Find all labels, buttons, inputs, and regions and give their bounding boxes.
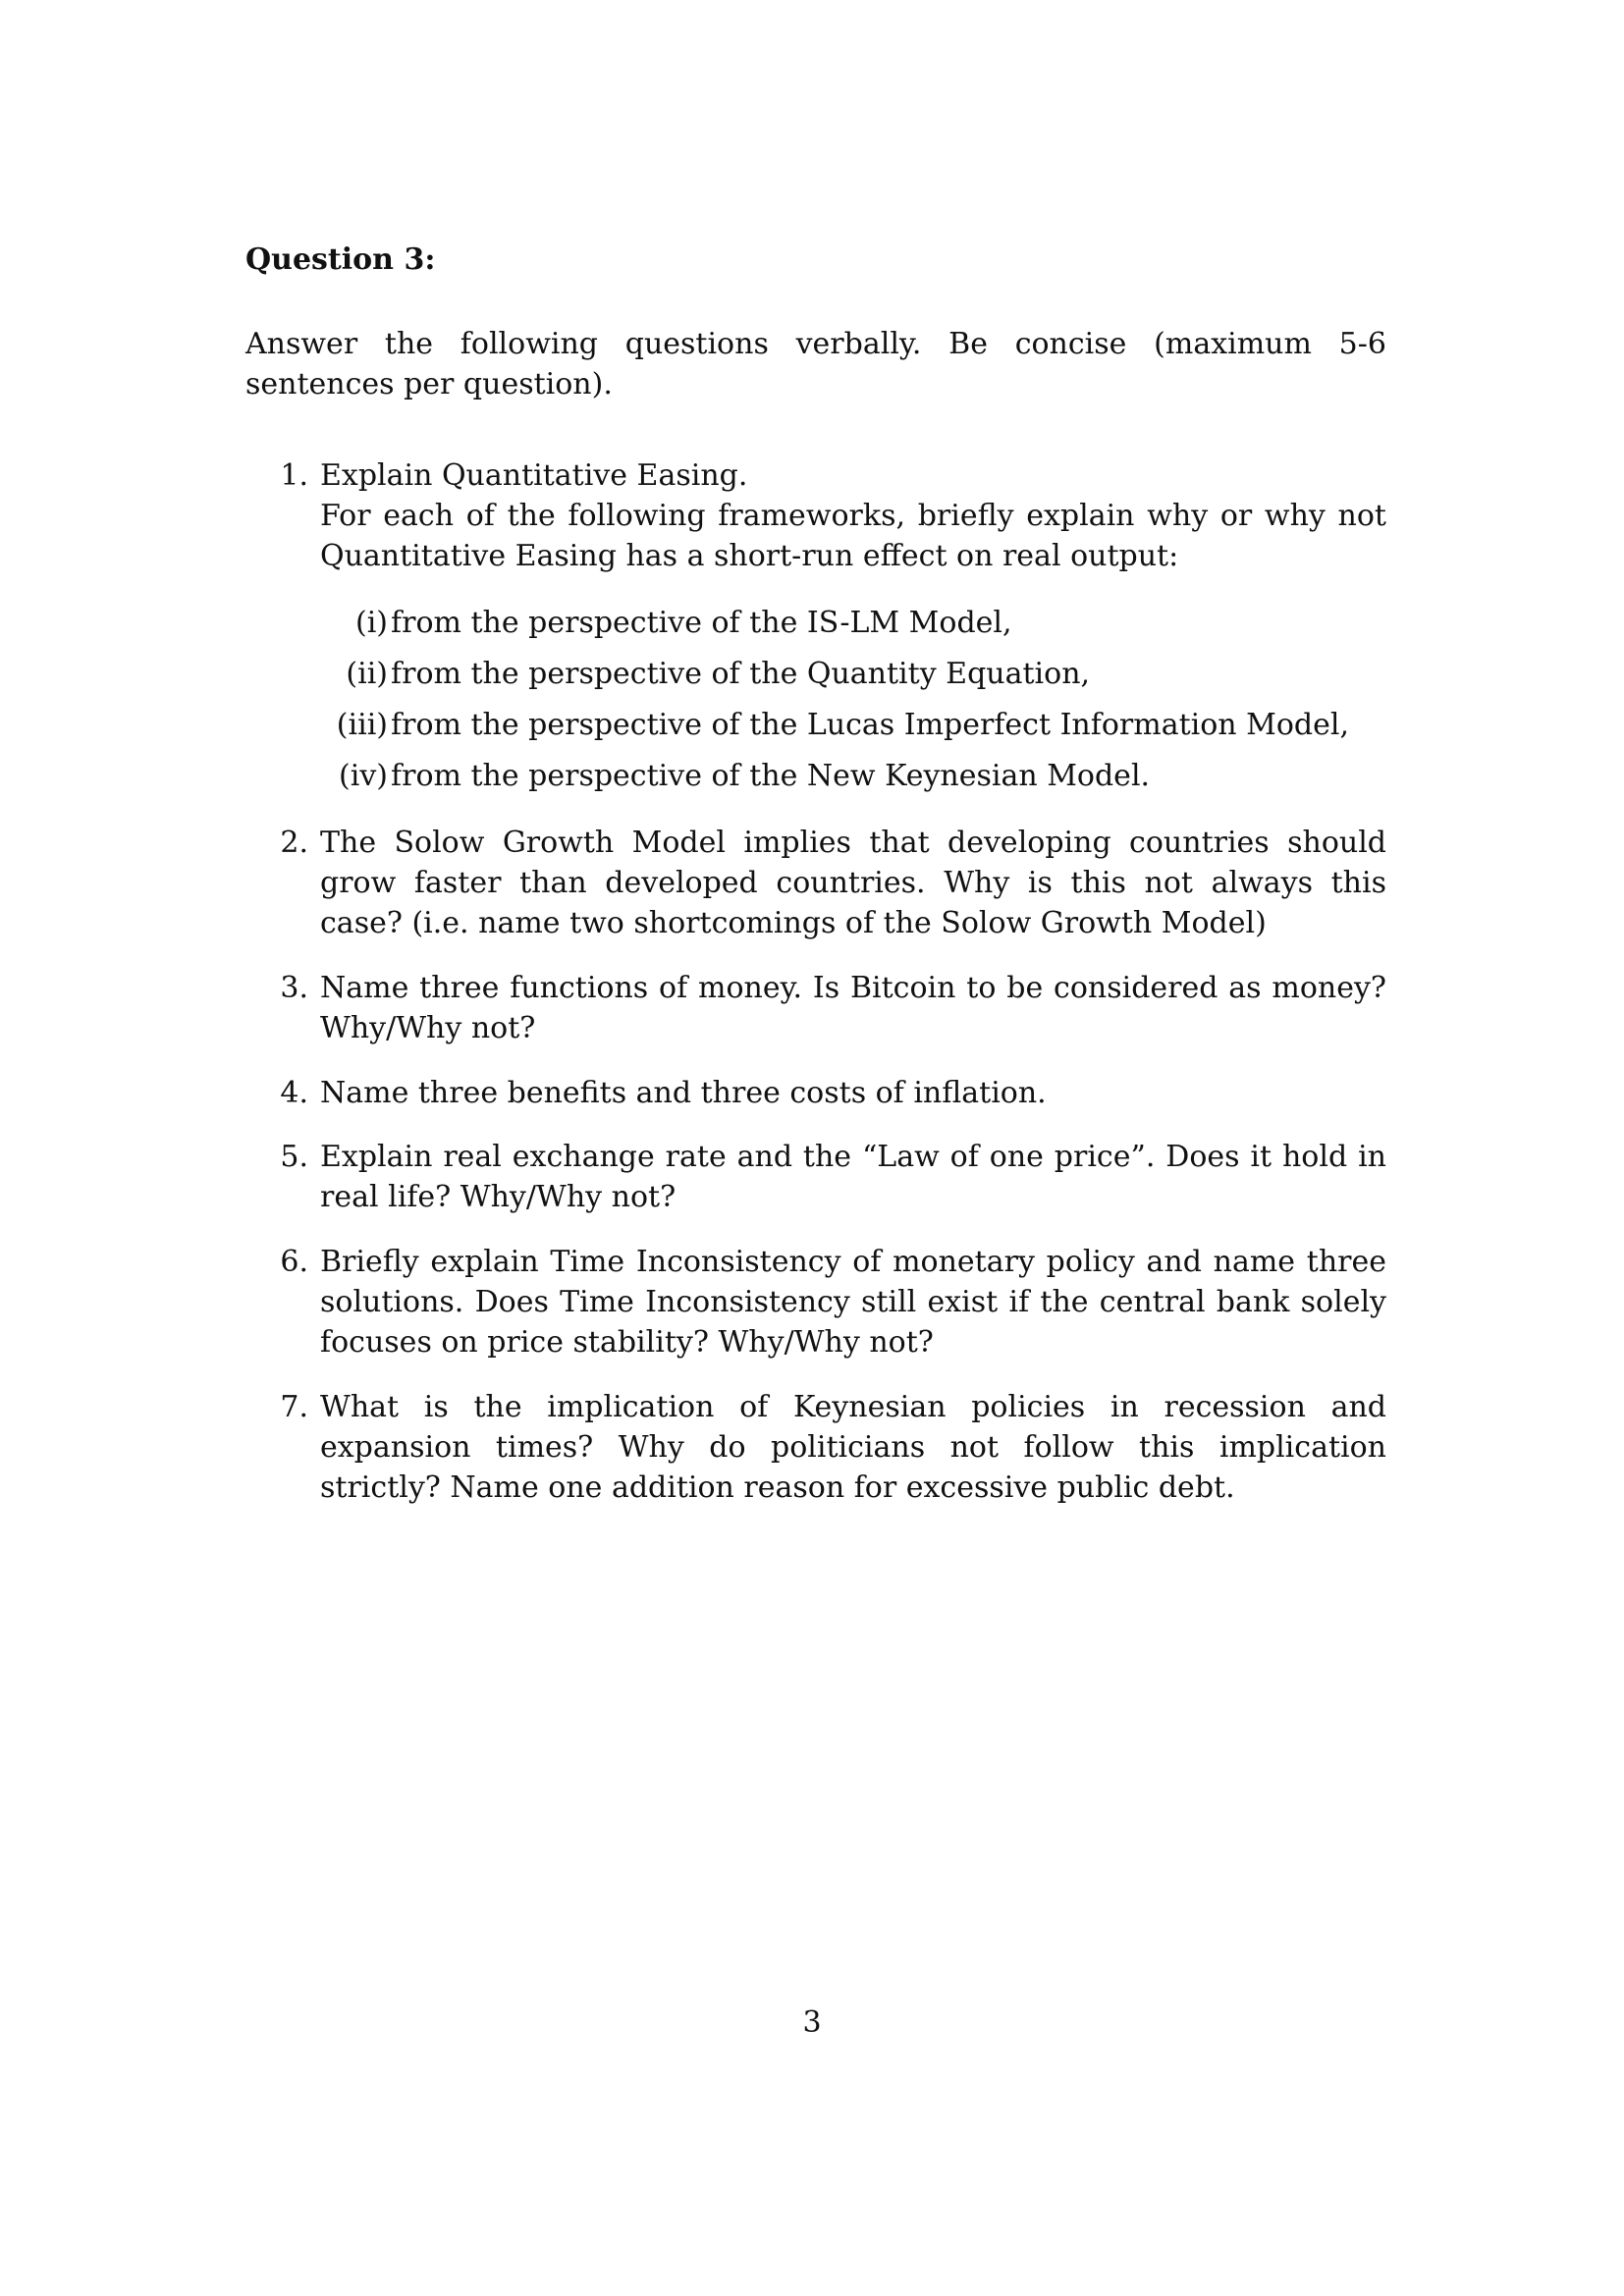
question-title: Question 3:: [245, 242, 436, 277]
sub-item-text: from the perspective of the Lucas Imperfect Information Model,: [391, 708, 1350, 742]
item-text: Briefly explain Time Inconsistency of monetary policy and name three solutions. Does Time Inconsistency still exist if the central bank solely focuses on price stability? Why/Why not?: [320, 1245, 1386, 1360]
question-item-2: [245, 823, 1386, 943]
question-item-1: [245, 455, 1386, 576]
page-number: 3: [802, 2005, 822, 2040]
item-text-continued: For each of the following frameworks, briefly explain why or why not Quantitative Easing has a short-run effect on real output:: [320, 499, 1386, 573]
item-number: 1.: [280, 458, 308, 493]
item-number: 7.: [280, 1390, 308, 1424]
item-text: Explain real exchange rate and the “Law of one price”. Does it hold in real life? Why/Why not?: [320, 1140, 1386, 1214]
question-item-6: [245, 1242, 1386, 1362]
item-number: 4.: [280, 1076, 308, 1110]
question-item-4: [245, 1073, 1386, 1113]
sub-item-iv: [245, 756, 1386, 796]
item-number: 5.: [280, 1140, 308, 1174]
sub-item-text: from the perspective of the Quantity Equation,: [391, 657, 1091, 691]
sub-item-number: (iii): [336, 708, 388, 742]
item-text: Explain Quantitative Easing.: [320, 458, 748, 493]
item-text: Name three benefits and three costs of inflation.: [320, 1076, 1047, 1110]
sub-item-number: (i): [354, 606, 388, 640]
item-text: Name three functions of money. Is Bitcoin to be considered as money? Why/Why not?: [320, 971, 1386, 1045]
item-text: The Solow Growth Model implies that developing countries should grow faster than developed countries. Why is this not always this case? (i.e. name two shortcomings of the Solow Growth Model): [320, 826, 1386, 940]
question-item-7: [245, 1387, 1386, 1508]
item-number: 2.: [280, 826, 308, 860]
item-number: 3.: [280, 971, 308, 1005]
item-number: 6.: [280, 1245, 308, 1279]
sub-item-iii: [245, 705, 1386, 745]
sub-item-number: (iv): [339, 759, 388, 793]
item-text: What is the implication of Keynesian policies in recession and expansion times? Why do politicians not follow this implication strictly? Name one addition reason for excessive public debt.: [320, 1390, 1386, 1505]
question-item-3: [245, 968, 1386, 1048]
question-intro: Answer the following questions verbally. Be concise (maximum 5-6 sentences per question).: [245, 327, 1386, 401]
sub-item-text: from the perspective of the New Keynesian Model.: [391, 759, 1151, 793]
sub-item-text: from the perspective of the IS-LM Model,: [391, 606, 1012, 640]
sub-item-number: (ii): [346, 657, 388, 691]
sub-item-ii: [245, 654, 1386, 694]
sub-item-i: [245, 603, 1386, 643]
question-item-5: [245, 1137, 1386, 1217]
